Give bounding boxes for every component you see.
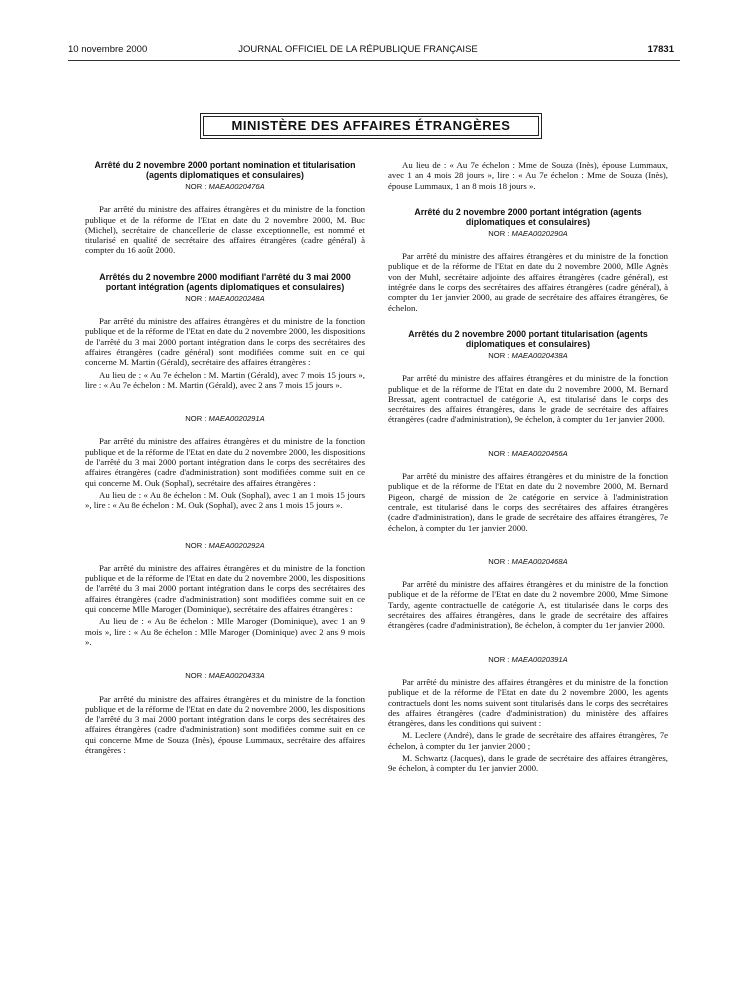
header-date: 10 novembre 2000: [68, 44, 148, 55]
article-paragraph: Par arrêté du ministre des affaires étrangères et du ministre de la fonction publique et de la réforme de l'Etat en date du 2 novembre 2000, les dispositions de l'arrêté du 3 mai 2000 portant intégration dans le corps des secrétaires des affaires étrangères (cadre d'administration) sont modifiées comme suit en ce qui concerne Mme de Souza (Inès), épouse Lummaux, secrétaire des affaires étrangères :: [85, 693, 365, 755]
nor-label: NOR :: [488, 556, 510, 566]
article-paragraph: Par arrêté du ministre des affaires étrangères et du ministre de la fonction publique et de la réforme de l'Etat en date du 2 novembre 2000, M. Bernard Pigeon, chargé de mission de 2e catégorie en service à l'administration centrale, est titularisé dans le corps des secrétaires des affaires étrangères (cadre d'administration), dans le grade de secrétaire des affaires étrangères, 7e échelon, à compter du 1er janvier 2000.: [388, 471, 668, 533]
nor-label: NOR :: [488, 654, 510, 664]
article-paragraph: Par arrêté du ministre des affaires étrangères et du ministre de la fonction publique et de la réforme de l'Etat en date du 2 novembre 2000, les agents contractuels dont les noms suivent sont titularisés dans le corps des secrétaires des affaires étrangères (cadre d'administration) du ministère des affaires étrangères, dans les conditions qui suivent :: [388, 676, 668, 729]
nor-label: NOR :: [185, 414, 207, 424]
article-paragraph: Par arrêté du ministre des affaires étrangères et du ministre de la fonction publique et de la réforme de l'Etat en date du 2 novembre 2000, M. Bernard Bressat, agent contractuel de catégorie A, est titularisé dans le corps des secrétaires des affaires étrangères, dans le grade de secrétaire des affaires étrangères (cadre d'administration), 9e échelon, à compter du 1er janvier 2000.: [388, 373, 668, 425]
nor-reference: [85, 414, 365, 424]
nor-code: MAEA0020292A: [208, 540, 265, 550]
nor-label: NOR :: [185, 293, 207, 303]
nor-label: NOR :: [488, 228, 510, 238]
nor-code: MAEA0020468A: [511, 556, 568, 566]
nor-reference: [85, 294, 365, 304]
nor-label: NOR :: [185, 182, 207, 191]
article-title: Arrêtés du 2 novembre 2000 portant titularisation (agents diplomatiques et consulaires): [408, 328, 648, 349]
nor-label: NOR :: [488, 448, 510, 458]
nor-code: MAEA0020391A: [511, 654, 568, 664]
article-paragraph: Au lieu de : « Au 7e échelon : M. Martin (Gérald), avec 7 mois 15 jours », lire : « Au 7e échelon : M. Martin (Gérald), avec 2 ans 7 mois 15 jours ».: [85, 369, 365, 390]
header-rule: [68, 60, 680, 61]
article-paragraph: Au lieu de : « Au 7e échelon : Mme de Souza (Inès), épouse Lummaux, avec 1 an 4 mois 28 jours », lire : « Au 7e échelon : Mme de Souza (Inès), épouse Lummaux, 1 an 8 mois 18 jours ».: [388, 160, 668, 191]
page-number: 17831: [647, 44, 674, 55]
journal-title: JOURNAL OFFICIEL DE LA RÉPUBLIQUE FRANÇAISE: [238, 44, 478, 55]
right-column: [388, 160, 668, 776]
nor-reference: [388, 229, 668, 239]
left-column: [85, 160, 365, 757]
ministry-box: [200, 113, 542, 139]
nor-code: MAEA0020291A: [208, 414, 265, 424]
article-paragraph: Par arrêté du ministre des affaires étrangères et du ministre de la fonction publique et de la réforme de l'Etat en date du 2 novembre 2000, les dispositions de l'arrêté du 3 mai 2000 portant intégration dans le corps des secrétaires des affaires étrangères (cadre d'administration) sont modifiées comme suit en ce qui concerne Mlle Maroger (Dominique), secrétaire des affaires étrangères :: [85, 562, 365, 615]
nor-code: MAEA0020438A: [511, 350, 568, 360]
nor-code: MAEA0020248A: [208, 293, 265, 303]
article-paragraph: Par arrêté du ministre des affaires étrangères et du ministre de la fonction publique et de la réforme de l'Etat en date du 2 novembre 2000, les dispositions de l'arrêté du 3 mai 2000 portant intégration dans le corps des secrétaires des affaires étrangères (cadre d'administration) sont modifiées comme suit en ce qui concerne M. Ouk (Sophal), secrétaire des affaires étrangères :: [85, 436, 365, 488]
article-paragraph: Par arrêté du ministre des affaires étrangères et du ministre de la fonction publique et de la réforme de l'Etat en date du 2 novembre 2000, M. Buc (Michel), secrétaire de chancellerie de classe exceptionnelle, est nommé et titularisé en qualité de secrétaire des affaires étrangères (cadre général) à compter du 16 août 2000.: [85, 204, 365, 256]
nor-label: NOR :: [185, 671, 207, 681]
article-title: Arrêtés du 2 novembre 2000 modifiant l'arrêté du 3 mai 2000 portant intégration (agents diplomatiques et consulaires): [99, 271, 351, 292]
nor-code: MAEA0020456A: [511, 448, 568, 458]
article-paragraph: Par arrêté du ministre des affaires étrangères et du ministre de la fonction publique et de la réforme de l'Etat en date du 2 novembre 2000, Mme Simone Tardy, agente contractuelle de catégorie A, est titularisée dans le corps des secrétaires des affaires étrangères, dans le grade de secrétaire des affaires étrangères (cadre d'administration), 8e échelon, à compter du 1er janvier 2000.: [388, 579, 668, 631]
nor-reference: [388, 351, 668, 361]
nor-reference: [85, 541, 365, 551]
article-paragraph: Au lieu de : « Au 8e échelon : M. Ouk (Sophal), avec 1 an 1 mois 15 jours », lire : « Au 8e échelon : M. Ouk (Sophal), avec 2 ans 1 mois 15 jours ».: [85, 489, 365, 511]
nor-code: MAEA0020476A: [208, 182, 265, 191]
article-paragraph: M. Leclere (André), dans le grade de secrétaire des affaires étrangères, 7e échelon, à compter du 1er janvier 2000 ;: [388, 730, 668, 751]
article-paragraph: Par arrêté du ministre des affaires étrangères et du ministre de la fonction publique et de la réforme de l'Etat en date du 2 novembre 2000, les dispositions de l'arrêté du 3 mai 2000 portant intégration dans le corps des secrétaires des affaires étrangères (cadre général) sont modifiées comme suit en ce qui concerne M. Martin (Gérald), secrétaire des affaires étrangères :: [85, 316, 365, 368]
article-paragraph: Au lieu de : « Au 8e échelon : Mlle Maroger (Dominique), avec 1 an 9 mois », lire : « Au 8e échelon : Mlle Maroger (Dominique) avec 2 ans 9 mois ».: [85, 616, 365, 647]
ministry-title: MINISTÈRE DES AFFAIRES ÉTRANGÈRES: [203, 116, 539, 136]
nor-code: MAEA0020290A: [511, 228, 568, 238]
nor-code: MAEA0020433A: [208, 671, 265, 681]
nor-reference: [388, 655, 668, 665]
nor-label: NOR :: [185, 540, 207, 550]
page-header: [68, 44, 674, 58]
nor-reference: [85, 182, 365, 192]
article-paragraph: Par arrêté du ministre des affaires étrangères et du ministre de la fonction publique et de la réforme de l'Etat en date du 2 novembre 2000, Mlle Agnès von der Muhl, secrétaire adjointe des affaires étrangères (cadre général), est intégrée dans le corps des secrétaires des affaires étrangères (cadre général), à compter du 1er janvier 2000, au grade de secrétaire des affaires étrangères, 6e échelon.: [388, 251, 668, 313]
article-title: Arrêté du 2 novembre 2000 portant intégration (agents diplomatiques et consulaires): [414, 206, 642, 227]
article-paragraph: M. Schwartz (Jacques), dans le grade de secrétaire des affaires étrangères, 9e échelon, à compter du 1er janvier 2000.: [388, 752, 668, 774]
nor-reference: [388, 557, 668, 567]
nor-reference: [85, 671, 365, 681]
nor-label: NOR :: [488, 350, 510, 360]
article-title: Arrêté du 2 novembre 2000 portant nomination et titularisation (agents diplomatiques et consulaires): [94, 160, 356, 180]
nor-reference: [388, 449, 668, 459]
